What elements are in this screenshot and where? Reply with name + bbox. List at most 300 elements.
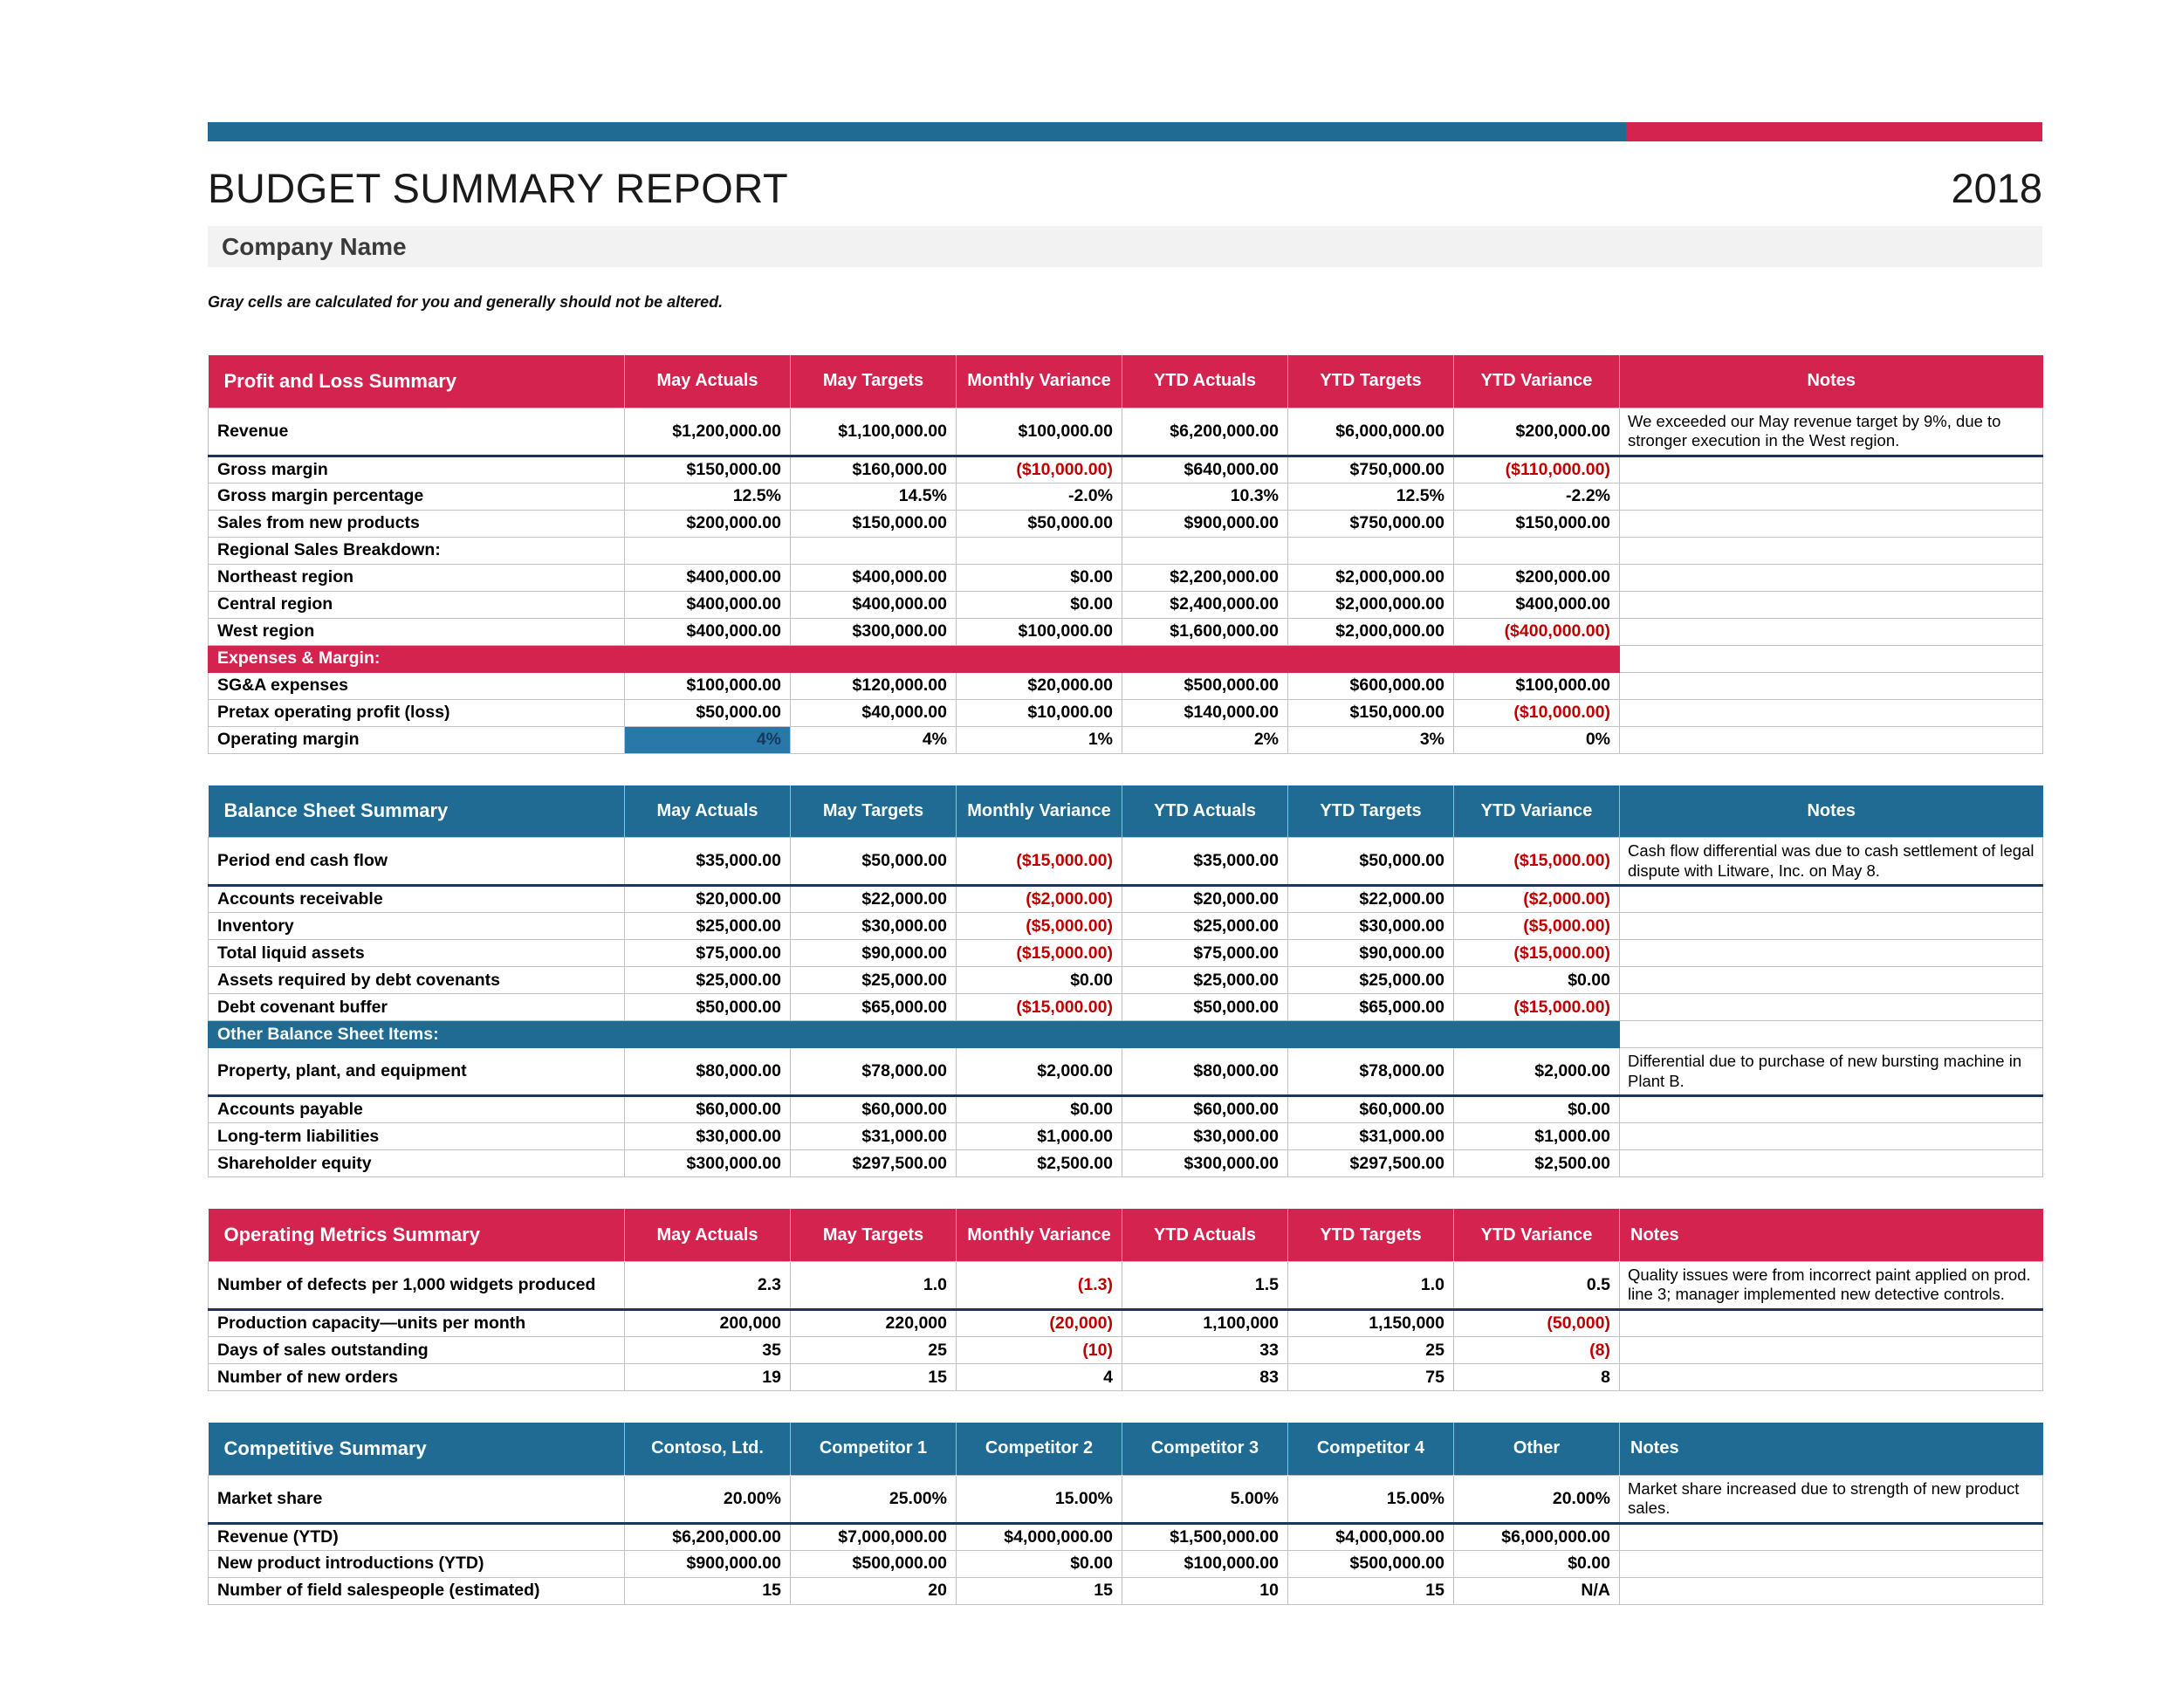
cell-value: $600,000.00 bbox=[1288, 672, 1454, 699]
cell-value: $60,000.00 bbox=[1288, 1096, 1454, 1123]
cell-value: $80,000.00 bbox=[1122, 1048, 1288, 1096]
table-row bbox=[209, 699, 2043, 726]
cell-value: $6,000,000.00 bbox=[1454, 1523, 1620, 1550]
cell-value: 1.0 bbox=[791, 1261, 957, 1309]
cell-value: $20,000.00 bbox=[625, 886, 791, 913]
cell-note: We exceeded our May revenue target by 9%, due to stronger execution in the West region. bbox=[1620, 408, 2043, 456]
cell-value: 2% bbox=[1122, 726, 1288, 753]
cell-value: $300,000.00 bbox=[625, 1150, 791, 1177]
cell-value: ($2,000.00) bbox=[1454, 886, 1620, 913]
table-row bbox=[209, 994, 2043, 1021]
row-label: Pretax operating profit (loss) bbox=[209, 699, 625, 726]
row-label: Total liquid assets bbox=[209, 940, 625, 967]
cell-value: $500,000.00 bbox=[1122, 672, 1288, 699]
row-label: Revenue (YTD) bbox=[209, 1523, 625, 1550]
cell-value: ($10,000.00) bbox=[957, 456, 1122, 483]
cell-value: $1,500,000.00 bbox=[1122, 1523, 1288, 1550]
column-header: YTD Actuals bbox=[1122, 355, 1288, 408]
row-label: Shareholder equity bbox=[209, 1150, 625, 1177]
cell-value: 20.00% bbox=[1454, 1475, 1620, 1523]
cell-value: $100,000.00 bbox=[1454, 672, 1620, 699]
cell-note bbox=[1620, 510, 2043, 537]
cell-value: $30,000.00 bbox=[625, 1123, 791, 1150]
header-row bbox=[209, 785, 2043, 838]
report-year: 2018 bbox=[1951, 165, 2042, 211]
table-row bbox=[209, 1475, 2043, 1523]
company-name-band bbox=[208, 226, 2042, 267]
table-row bbox=[209, 940, 2043, 967]
cell-value: 33 bbox=[1122, 1337, 1288, 1364]
column-header: Contoso, Ltd. bbox=[625, 1423, 791, 1475]
cell-value: ($5,000.00) bbox=[1454, 913, 1620, 940]
cell-value: 0% bbox=[1454, 726, 1620, 753]
column-header: Competitor 1 bbox=[791, 1423, 957, 1475]
cell-value bbox=[957, 537, 1122, 564]
cell-note bbox=[1620, 1150, 2043, 1177]
cell-note bbox=[1620, 886, 2043, 913]
cell-value: $150,000.00 bbox=[625, 456, 791, 483]
cell-value: ($15,000.00) bbox=[1454, 940, 1620, 967]
table-row bbox=[209, 672, 2043, 699]
cell-note bbox=[1620, 994, 2043, 1021]
cell-value: $150,000.00 bbox=[1454, 510, 1620, 537]
cell-value: $4,000,000.00 bbox=[1288, 1523, 1454, 1550]
cell-value: $150,000.00 bbox=[791, 510, 957, 537]
cell-value: $1,600,000.00 bbox=[1122, 618, 1288, 645]
cell-value: $31,000.00 bbox=[1288, 1123, 1454, 1150]
column-header: Monthly Variance bbox=[957, 785, 1122, 838]
cell-value: $200,000.00 bbox=[1454, 564, 1620, 591]
column-header: YTD Variance bbox=[1454, 355, 1620, 408]
cell-note bbox=[1620, 1364, 2043, 1391]
section-band-row bbox=[209, 1021, 2043, 1048]
table-row bbox=[209, 456, 2043, 483]
column-header: Competitor 2 bbox=[957, 1423, 1122, 1475]
cell-note bbox=[1620, 1523, 2043, 1550]
cell-value: 35 bbox=[625, 1337, 791, 1364]
cell-value bbox=[625, 537, 791, 564]
cell-value: ($10,000.00) bbox=[1454, 699, 1620, 726]
row-label: Number of new orders bbox=[209, 1364, 625, 1391]
cell-value: 25.00% bbox=[791, 1475, 957, 1523]
cell-value: 200,000 bbox=[625, 1310, 791, 1337]
column-header: YTD Actuals bbox=[1122, 785, 1288, 838]
balance-sheet-summary-table bbox=[208, 785, 2043, 1178]
cell-value: 0.5 bbox=[1454, 1261, 1620, 1309]
row-label: New product introductions (YTD) bbox=[209, 1550, 625, 1577]
report-header bbox=[208, 164, 2042, 212]
cell-value: $300,000.00 bbox=[791, 618, 957, 645]
cell-value: $750,000.00 bbox=[1288, 510, 1454, 537]
cell-value: -2.2% bbox=[1454, 483, 1620, 510]
cell-value: 8 bbox=[1454, 1364, 1620, 1391]
table-row bbox=[209, 564, 2043, 591]
cell-value: $2,500.00 bbox=[1454, 1150, 1620, 1177]
row-label: Period end cash flow bbox=[209, 838, 625, 886]
cell-note bbox=[1620, 645, 2043, 672]
cell-value: 3% bbox=[1288, 726, 1454, 753]
cell-value: $140,000.00 bbox=[1122, 699, 1288, 726]
header-row bbox=[209, 1423, 2043, 1475]
cell-value: $65,000.00 bbox=[791, 994, 957, 1021]
cell-value bbox=[1288, 537, 1454, 564]
cell-value: 20 bbox=[791, 1577, 957, 1604]
cell-value: 15.00% bbox=[957, 1475, 1122, 1523]
cell-value: $300,000.00 bbox=[1122, 1150, 1288, 1177]
cell-value: $40,000.00 bbox=[791, 699, 957, 726]
table-title: Profit and Loss Summary bbox=[209, 355, 625, 408]
cell-value: 14.5% bbox=[791, 483, 957, 510]
cell-value: $7,000,000.00 bbox=[791, 1523, 957, 1550]
cell-value: ($15,000.00) bbox=[1454, 838, 1620, 886]
cell-value: 4% bbox=[625, 726, 791, 753]
table-row bbox=[209, 1523, 2043, 1550]
row-label: Operating margin bbox=[209, 726, 625, 753]
row-label: Gross margin bbox=[209, 456, 625, 483]
cell-value: $0.00 bbox=[1454, 1550, 1620, 1577]
cell-note: Differential due to purchase of new bursting machine in Plant B. bbox=[1620, 1048, 2043, 1096]
cell-value: $400,000.00 bbox=[625, 591, 791, 618]
cell-note bbox=[1620, 618, 2043, 645]
cell-value: $400,000.00 bbox=[625, 564, 791, 591]
cell-value: $50,000.00 bbox=[791, 838, 957, 886]
cell-value: $25,000.00 bbox=[1122, 913, 1288, 940]
cell-value: $31,000.00 bbox=[791, 1123, 957, 1150]
table-row bbox=[209, 483, 2043, 510]
company-name: Company Name bbox=[222, 232, 407, 260]
cell-value: $2,000,000.00 bbox=[1288, 618, 1454, 645]
cell-note bbox=[1620, 672, 2043, 699]
cell-value: $100,000.00 bbox=[957, 408, 1122, 456]
cell-note bbox=[1620, 1021, 2043, 1048]
table-row bbox=[209, 1048, 2043, 1096]
cell-value: $25,000.00 bbox=[625, 913, 791, 940]
cell-note bbox=[1620, 1096, 2043, 1123]
header-row bbox=[209, 1209, 2043, 1261]
cell-value: $0.00 bbox=[957, 1096, 1122, 1123]
row-label: SG&A expenses bbox=[209, 672, 625, 699]
cell-value: $30,000.00 bbox=[1122, 1123, 1288, 1150]
cell-value: $400,000.00 bbox=[625, 618, 791, 645]
header-row bbox=[209, 355, 2043, 408]
cell-value: $900,000.00 bbox=[1122, 510, 1288, 537]
table-row bbox=[209, 1123, 2043, 1150]
cell-value: $2,200,000.00 bbox=[1122, 564, 1288, 591]
cell-value: 5.00% bbox=[1122, 1475, 1288, 1523]
row-label: Regional Sales Breakdown: bbox=[209, 537, 625, 564]
cell-value: 220,000 bbox=[791, 1310, 957, 1337]
table-title: Competitive Summary bbox=[209, 1423, 625, 1475]
cell-value: ($15,000.00) bbox=[957, 838, 1122, 886]
cell-note bbox=[1620, 940, 2043, 967]
cell-value: 10.3% bbox=[1122, 483, 1288, 510]
cell-note: Market share increased due to strength of new product sales. bbox=[1620, 1475, 2043, 1523]
profit-and-loss-summary-table bbox=[208, 355, 2043, 754]
cell-value: $2,000,000.00 bbox=[1288, 564, 1454, 591]
table-row bbox=[209, 1337, 2043, 1364]
cell-note: Quality issues were from incorrect paint applied on prod. line 3; manager implemented new detective controls. bbox=[1620, 1261, 2043, 1309]
cell-value: 10 bbox=[1122, 1577, 1288, 1604]
cell-value: $6,000,000.00 bbox=[1288, 408, 1454, 456]
cell-value: $2,000,000.00 bbox=[1288, 591, 1454, 618]
column-header: Competitor 4 bbox=[1288, 1423, 1454, 1475]
cell-value: $50,000.00 bbox=[957, 510, 1122, 537]
cell-value: ($5,000.00) bbox=[957, 913, 1122, 940]
cell-value: $90,000.00 bbox=[1288, 940, 1454, 967]
cell-value: $60,000.00 bbox=[1122, 1096, 1288, 1123]
cell-value: $25,000.00 bbox=[791, 967, 957, 994]
table-row bbox=[209, 1150, 2043, 1177]
cell-value: $25,000.00 bbox=[625, 967, 791, 994]
row-label: Days of sales outstanding bbox=[209, 1337, 625, 1364]
cell-value: $200,000.00 bbox=[1454, 408, 1620, 456]
cell-value: N/A bbox=[1454, 1577, 1620, 1604]
cell-note bbox=[1620, 1337, 2043, 1364]
budget-report-page bbox=[208, 0, 2042, 1605]
top-accent-strip bbox=[208, 122, 2042, 141]
column-header: May Targets bbox=[791, 355, 957, 408]
cell-value: $0.00 bbox=[1454, 1096, 1620, 1123]
column-header: Monthly Variance bbox=[957, 355, 1122, 408]
cell-note bbox=[1620, 537, 2043, 564]
cell-value: 2.3 bbox=[625, 1261, 791, 1309]
cell-value: $35,000.00 bbox=[1122, 838, 1288, 886]
table-row bbox=[209, 1310, 2043, 1337]
row-label: Assets required by debt covenants bbox=[209, 967, 625, 994]
cell-value: $100,000.00 bbox=[625, 672, 791, 699]
table-title: Balance Sheet Summary bbox=[209, 785, 625, 838]
cell-value: $1,100,000.00 bbox=[791, 408, 957, 456]
column-header: Notes bbox=[1620, 785, 2043, 838]
cell-value: $50,000.00 bbox=[1122, 994, 1288, 1021]
operating-metrics-summary-table bbox=[208, 1209, 2043, 1391]
cell-note bbox=[1620, 456, 2043, 483]
cell-value: $160,000.00 bbox=[791, 456, 957, 483]
report-tables bbox=[208, 355, 2042, 1605]
cell-value: $60,000.00 bbox=[791, 1096, 957, 1123]
cell-value: 75 bbox=[1288, 1364, 1454, 1391]
row-label: West region bbox=[209, 618, 625, 645]
cell-value: $75,000.00 bbox=[625, 940, 791, 967]
cell-value: $900,000.00 bbox=[625, 1550, 791, 1577]
cell-value: $22,000.00 bbox=[791, 886, 957, 913]
cell-value: $75,000.00 bbox=[1122, 940, 1288, 967]
cell-note bbox=[1620, 726, 2043, 753]
cell-value: 12.5% bbox=[1288, 483, 1454, 510]
cell-value: $2,000.00 bbox=[957, 1048, 1122, 1096]
row-label: Central region bbox=[209, 591, 625, 618]
cell-value: 15 bbox=[957, 1577, 1122, 1604]
cell-value: (8) bbox=[1454, 1337, 1620, 1364]
cell-value: 1,150,000 bbox=[1288, 1310, 1454, 1337]
column-header: Other bbox=[1454, 1423, 1620, 1475]
cell-value: $25,000.00 bbox=[1122, 967, 1288, 994]
table-row bbox=[209, 1577, 2043, 1604]
column-header: Competitor 3 bbox=[1122, 1423, 1288, 1475]
cell-value: $10,000.00 bbox=[957, 699, 1122, 726]
cell-note bbox=[1620, 591, 2043, 618]
cell-value: ($15,000.00) bbox=[1454, 994, 1620, 1021]
cell-value: (10) bbox=[957, 1337, 1122, 1364]
cell-note bbox=[1620, 967, 2043, 994]
cell-value: $30,000.00 bbox=[1288, 913, 1454, 940]
cell-value: ($400,000.00) bbox=[1454, 618, 1620, 645]
cell-value: $6,200,000.00 bbox=[625, 1523, 791, 1550]
cell-value: $78,000.00 bbox=[791, 1048, 957, 1096]
cell-value: $78,000.00 bbox=[1288, 1048, 1454, 1096]
cell-value: $0.00 bbox=[957, 967, 1122, 994]
cell-value bbox=[1454, 537, 1620, 564]
cell-value: 1.5 bbox=[1122, 1261, 1288, 1309]
cell-value: 4% bbox=[791, 726, 957, 753]
column-header: May Targets bbox=[791, 785, 957, 838]
cell-value: (50,000) bbox=[1454, 1310, 1620, 1337]
cell-value: $1,000.00 bbox=[1454, 1123, 1620, 1150]
cell-value: $6,200,000.00 bbox=[1122, 408, 1288, 456]
row-label: Long-term liabilities bbox=[209, 1123, 625, 1150]
cell-value: 4 bbox=[957, 1364, 1122, 1391]
column-header: YTD Actuals bbox=[1122, 1209, 1288, 1261]
row-label: Revenue bbox=[209, 408, 625, 456]
column-header: Notes bbox=[1620, 355, 2043, 408]
cell-value: ($2,000.00) bbox=[957, 886, 1122, 913]
table-row bbox=[209, 408, 2043, 456]
cell-value: ($15,000.00) bbox=[957, 940, 1122, 967]
cell-note bbox=[1620, 1577, 2043, 1604]
cell-value: $500,000.00 bbox=[1288, 1550, 1454, 1577]
column-header: Notes bbox=[1620, 1423, 2043, 1475]
row-label: Number of field salespeople (estimated) bbox=[209, 1577, 625, 1604]
section-band-label: Expenses & Margin: bbox=[209, 645, 1620, 672]
table-row bbox=[209, 1550, 2043, 1577]
cell-value: 25 bbox=[1288, 1337, 1454, 1364]
table-title: Operating Metrics Summary bbox=[209, 1209, 625, 1261]
cell-value: 15 bbox=[791, 1364, 957, 1391]
cell-value: $0.00 bbox=[1454, 967, 1620, 994]
row-label: Accounts payable bbox=[209, 1096, 625, 1123]
accent-strip-blue bbox=[208, 122, 1626, 141]
cell-value: ($110,000.00) bbox=[1454, 456, 1620, 483]
cell-value bbox=[791, 537, 957, 564]
table-row bbox=[209, 1261, 2043, 1309]
row-label: Market share bbox=[209, 1475, 625, 1523]
cell-value: -2.0% bbox=[957, 483, 1122, 510]
column-header: YTD Targets bbox=[1288, 785, 1454, 838]
column-header: May Actuals bbox=[625, 355, 791, 408]
row-label: Northeast region bbox=[209, 564, 625, 591]
cell-value: $20,000.00 bbox=[1122, 886, 1288, 913]
column-header: May Actuals bbox=[625, 785, 791, 838]
table-row bbox=[209, 591, 2043, 618]
cell-value: $500,000.00 bbox=[791, 1550, 957, 1577]
cell-value: $200,000.00 bbox=[625, 510, 791, 537]
cell-value: (20,000) bbox=[957, 1310, 1122, 1337]
cell-value: $1,200,000.00 bbox=[625, 408, 791, 456]
cell-note bbox=[1620, 483, 2043, 510]
table-row bbox=[209, 618, 2043, 645]
section-band-row bbox=[209, 645, 2043, 672]
column-header: YTD Variance bbox=[1454, 1209, 1620, 1261]
cell-value: 20.00% bbox=[625, 1475, 791, 1523]
row-label: Debt covenant buffer bbox=[209, 994, 625, 1021]
cell-value: ($15,000.00) bbox=[957, 994, 1122, 1021]
column-header: YTD Variance bbox=[1454, 785, 1620, 838]
cell-note bbox=[1620, 913, 2043, 940]
row-label: Gross margin percentage bbox=[209, 483, 625, 510]
cell-value: 1% bbox=[957, 726, 1122, 753]
cell-value: 15 bbox=[625, 1577, 791, 1604]
cell-value: $65,000.00 bbox=[1288, 994, 1454, 1021]
row-label: Property, plant, and equipment bbox=[209, 1048, 625, 1096]
row-label: Number of defects per 1,000 widgets produced bbox=[209, 1261, 625, 1309]
cell-value bbox=[1122, 537, 1288, 564]
cell-value: $400,000.00 bbox=[791, 564, 957, 591]
cell-value: $2,000.00 bbox=[1454, 1048, 1620, 1096]
row-label: Inventory bbox=[209, 913, 625, 940]
table-row bbox=[209, 838, 2043, 886]
section-band-label: Other Balance Sheet Items: bbox=[209, 1021, 1620, 1048]
cell-value: 15 bbox=[1288, 1577, 1454, 1604]
cell-value: $25,000.00 bbox=[1288, 967, 1454, 994]
column-header: Notes bbox=[1620, 1209, 2043, 1261]
column-header: YTD Targets bbox=[1288, 355, 1454, 408]
cell-value: $50,000.00 bbox=[625, 994, 791, 1021]
cell-value: $50,000.00 bbox=[1288, 838, 1454, 886]
cell-value: $0.00 bbox=[957, 1550, 1122, 1577]
cell-value: 1,100,000 bbox=[1122, 1310, 1288, 1337]
column-header: YTD Targets bbox=[1288, 1209, 1454, 1261]
cell-value: $80,000.00 bbox=[625, 1048, 791, 1096]
cell-value: $2,400,000.00 bbox=[1122, 591, 1288, 618]
cell-note bbox=[1620, 1123, 2043, 1150]
cell-value: $120,000.00 bbox=[791, 672, 957, 699]
cell-value: 19 bbox=[625, 1364, 791, 1391]
cell-note bbox=[1620, 1310, 2043, 1337]
column-header: May Actuals bbox=[625, 1209, 791, 1261]
table-row bbox=[209, 510, 2043, 537]
cell-note: Cash flow differential was due to cash settlement of legal dispute with Litware, Inc. on May 8. bbox=[1620, 838, 2043, 886]
cell-value: $60,000.00 bbox=[625, 1096, 791, 1123]
cell-value: 12.5% bbox=[625, 483, 791, 510]
accent-strip-pink bbox=[1626, 122, 2042, 141]
row-label: Sales from new products bbox=[209, 510, 625, 537]
table-row bbox=[209, 537, 2043, 564]
cell-value: $50,000.00 bbox=[625, 699, 791, 726]
page-title: BUDGET SUMMARY REPORT bbox=[208, 165, 789, 211]
table-row bbox=[209, 726, 2043, 753]
cell-note bbox=[1620, 699, 2043, 726]
cell-value: $750,000.00 bbox=[1288, 456, 1454, 483]
cell-value: $22,000.00 bbox=[1288, 886, 1454, 913]
cell-value: $1,000.00 bbox=[957, 1123, 1122, 1150]
cell-value: $150,000.00 bbox=[1288, 699, 1454, 726]
cell-value: $297,500.00 bbox=[1288, 1150, 1454, 1177]
cell-value: $100,000.00 bbox=[957, 618, 1122, 645]
table-row bbox=[209, 886, 2043, 913]
cell-value: $0.00 bbox=[957, 564, 1122, 591]
table-row bbox=[209, 913, 2043, 940]
table-row bbox=[209, 1096, 2043, 1123]
competitive-summary-table bbox=[208, 1423, 2043, 1605]
cell-value: $400,000.00 bbox=[791, 591, 957, 618]
cell-value: $0.00 bbox=[957, 591, 1122, 618]
column-header: Monthly Variance bbox=[957, 1209, 1122, 1261]
cell-value: 15.00% bbox=[1288, 1475, 1454, 1523]
cell-value: 1.0 bbox=[1288, 1261, 1454, 1309]
cell-note bbox=[1620, 564, 2043, 591]
cell-value: 25 bbox=[791, 1337, 957, 1364]
cell-value: $640,000.00 bbox=[1122, 456, 1288, 483]
